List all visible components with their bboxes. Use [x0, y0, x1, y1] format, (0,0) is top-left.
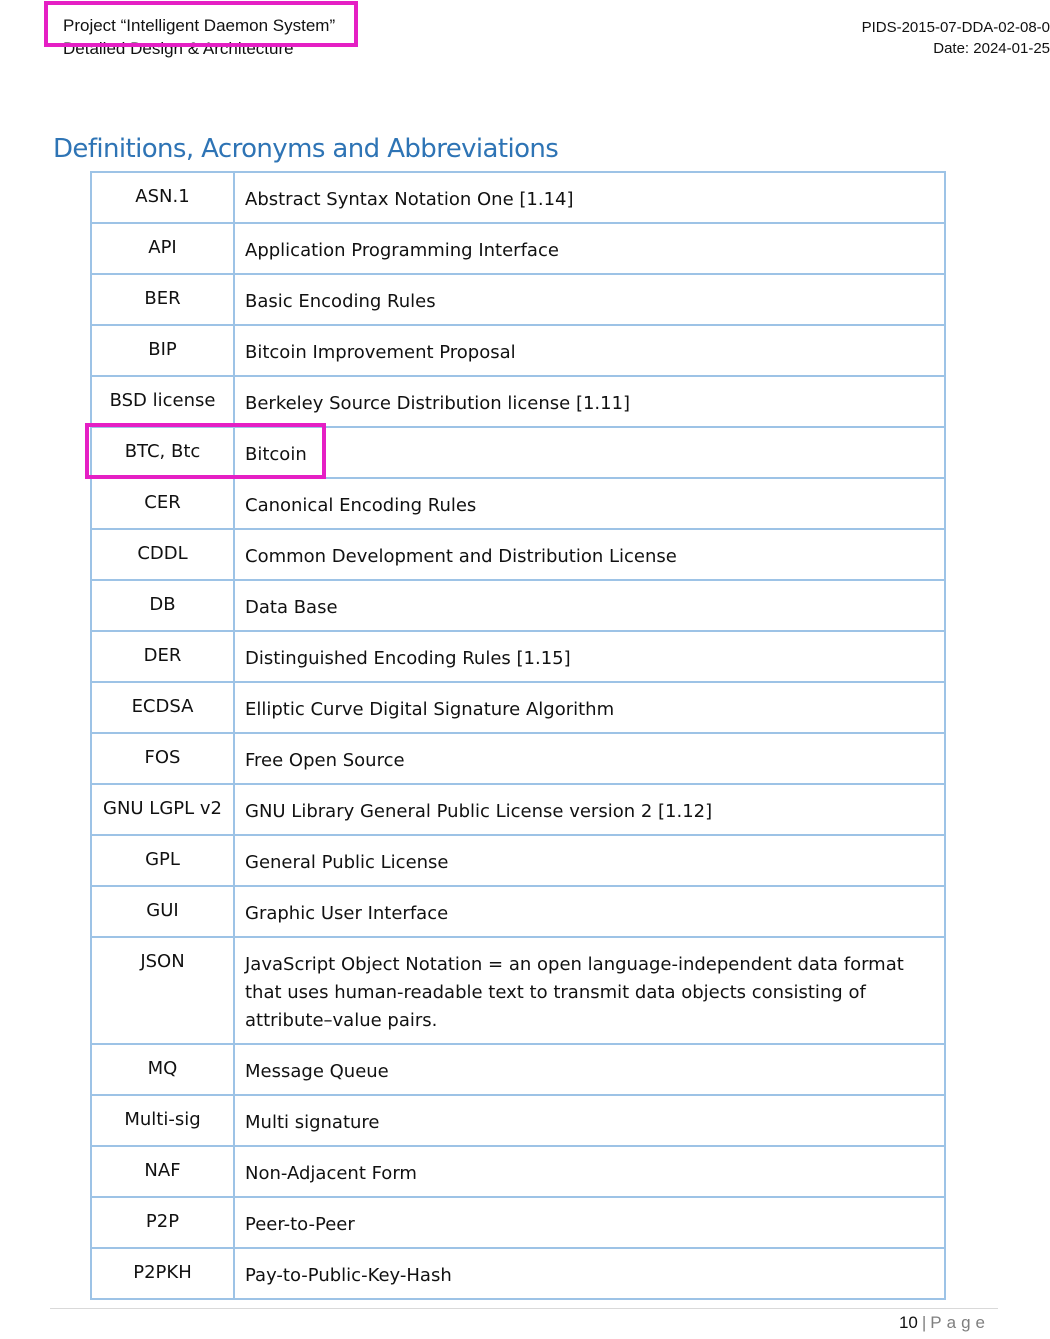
- term-cell: API: [91, 223, 234, 274]
- table-row: [91, 529, 945, 580]
- table-row: [91, 1197, 945, 1248]
- document-id: PIDS-2015-07-DDA-02-08-0: [861, 19, 1050, 36]
- definitions-table: [90, 171, 946, 1300]
- table-row: [91, 325, 945, 376]
- definition-cell: Berkeley Source Distribution license [1.11]: [234, 376, 945, 427]
- table-row: [91, 580, 945, 631]
- term-cell: DB: [91, 580, 234, 631]
- definition-cell: Message Queue: [234, 1044, 945, 1095]
- table-row: [91, 886, 945, 937]
- term-cell: ECDSA: [91, 682, 234, 733]
- definition-cell: Application Programming Interface: [234, 223, 945, 274]
- term-cell: ASN.1: [91, 172, 234, 223]
- definition-cell: Non-Adjacent Form: [234, 1146, 945, 1197]
- definition-cell: Basic Encoding Rules: [234, 274, 945, 325]
- table-row: [91, 1044, 945, 1095]
- header-left: [63, 14, 335, 60]
- table-row: [91, 1248, 945, 1299]
- table-row: [91, 172, 945, 223]
- table-row: [91, 427, 945, 478]
- definition-cell: JavaScript Object Notation = an open language-independent data format that uses human-readable text to transmit data objects consisting of attribute–value pairs.: [234, 937, 945, 1044]
- term-cell: CER: [91, 478, 234, 529]
- table-row: [91, 376, 945, 427]
- term-cell: JSON: [91, 937, 234, 1044]
- definition-cell: Free Open Source: [234, 733, 945, 784]
- term-cell: BER: [91, 274, 234, 325]
- table-row: [91, 733, 945, 784]
- term-cell: DER: [91, 631, 234, 682]
- term-cell: CDDL: [91, 529, 234, 580]
- term-cell: BIP: [91, 325, 234, 376]
- term-cell: GUI: [91, 886, 234, 937]
- term-cell: FOS: [91, 733, 234, 784]
- page-separator: |: [921, 1313, 927, 1332]
- table-row: [91, 835, 945, 886]
- term-cell: GNU LGPL v2: [91, 784, 234, 835]
- definition-cell: Multi signature: [234, 1095, 945, 1146]
- table-row: [91, 1095, 945, 1146]
- definition-cell: Elliptic Curve Digital Signature Algorithm: [234, 682, 945, 733]
- definition-cell: GNU Library General Public License version 2 [1.12]: [234, 784, 945, 835]
- table-row: [91, 937, 945, 1044]
- term-cell: BTC, Btc: [91, 427, 234, 478]
- term-cell: P2P: [91, 1197, 234, 1248]
- definition-cell: Abstract Syntax Notation One [1.14]: [234, 172, 945, 223]
- table-row: [91, 1146, 945, 1197]
- project-title: Project “Intelligent Daemon System”: [63, 16, 336, 35]
- header-right: [790, 17, 1050, 61]
- table-row: [91, 274, 945, 325]
- term-cell: GPL: [91, 835, 234, 886]
- document-date: Date: 2024-01-25: [933, 40, 1050, 57]
- term-cell: NAF: [91, 1146, 234, 1197]
- definition-cell: Canonical Encoding Rules: [234, 478, 945, 529]
- definition-cell: Distinguished Encoding Rules [1.15]: [234, 631, 945, 682]
- definition-cell: Common Development and Distribution License: [234, 529, 945, 580]
- page-label: Page: [930, 1313, 990, 1332]
- table-row: [91, 478, 945, 529]
- definition-cell: Peer-to-Peer: [234, 1197, 945, 1248]
- table-row: [91, 631, 945, 682]
- document-subtitle: Detailed Design & Architecture: [63, 39, 294, 58]
- table-row: [91, 682, 945, 733]
- page-footer: [899, 1313, 990, 1333]
- term-cell: MQ: [91, 1044, 234, 1095]
- term-cell: P2PKH: [91, 1248, 234, 1299]
- section-heading: Definitions, Acronyms and Abbreviations: [53, 134, 559, 164]
- definition-cell: Data Base: [234, 580, 945, 631]
- footer-line: [50, 1308, 998, 1309]
- table-row: [91, 223, 945, 274]
- table-row: [91, 784, 945, 835]
- term-cell: Multi-sig: [91, 1095, 234, 1146]
- term-cell: BSD license: [91, 376, 234, 427]
- definition-cell: General Public License: [234, 835, 945, 886]
- definition-cell: Pay-to-Public-Key-Hash: [234, 1248, 945, 1299]
- definition-cell: Graphic User Interface: [234, 886, 945, 937]
- definition-cell: Bitcoin: [234, 427, 945, 478]
- page-number: 10: [898, 1313, 918, 1332]
- definition-cell: Bitcoin Improvement Proposal: [234, 325, 945, 376]
